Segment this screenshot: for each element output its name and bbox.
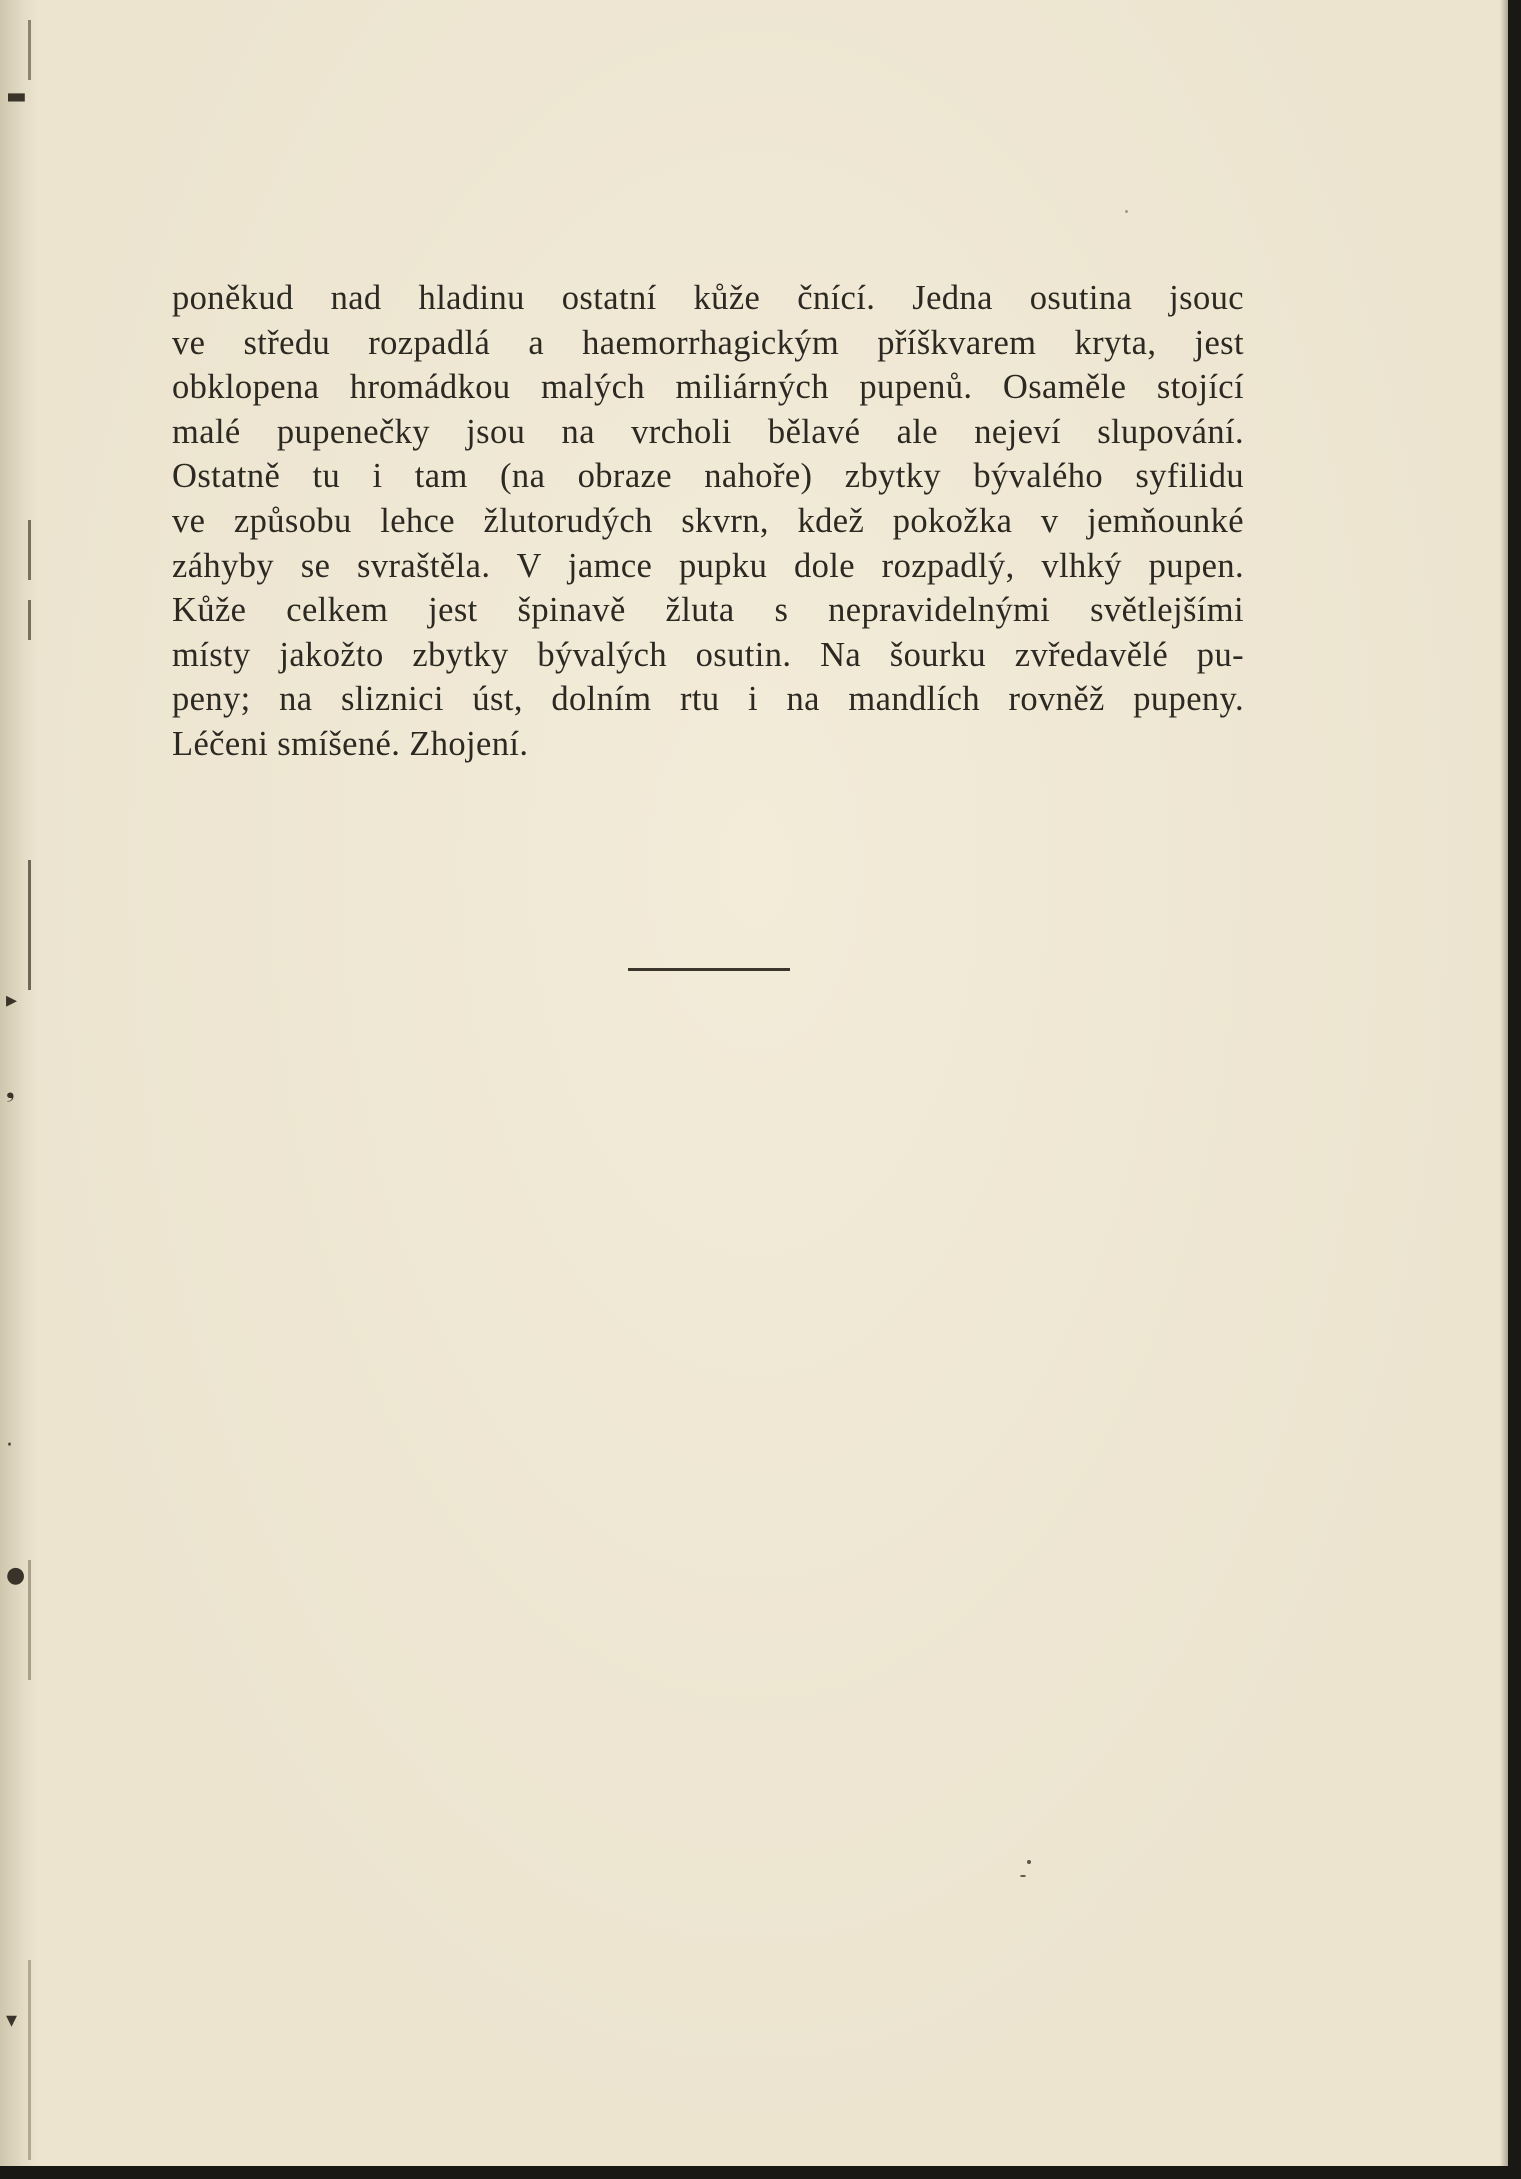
text-line: malé pupenečky jsou na vrcholi bělavé ale nejeví slupování.: [172, 412, 1244, 451]
page-binding-edge: [0, 0, 38, 2166]
text-line: Léčeni smíšené. Zhojení.: [172, 724, 529, 763]
paper-speck: [1027, 1860, 1031, 1864]
text-line: místy jakožto zbytky bývalých osutin. Na šourku zvředavělé pu-: [172, 635, 1244, 674]
binding-thread: [28, 1960, 31, 2160]
text-line: obklopena hromádkou malých miliárných pupenů. Osaměle stojící: [172, 368, 1244, 407]
text-line: poněkud nad hladinu ostatní kůže čnící. Jedna osutina jsouc: [172, 279, 1244, 317]
text-line: záhyby se svraštěla. V jamce pupku dole rozpadlý, vlhký pupen.: [172, 546, 1244, 585]
text-line: ve středu rozpadlá a haemorrhagickým příškvarem kryta, jest: [172, 323, 1244, 362]
text-line: Kůže celkem jest špinavě žluta s nepravidelnými světlejšími: [172, 591, 1244, 630]
binding-stitch-mark: ▬: [6, 84, 27, 109]
text-line: ve způsobu lehce žlutorudých skvrn, kdež pokožka v jemňounké: [172, 501, 1244, 540]
binding-stitch-mark: ●: [6, 1563, 26, 1588]
text-line: peny; na sliznici úst, dolním rtu i na mandlích rovněž pupeny.: [172, 680, 1244, 719]
body-paragraph: [172, 276, 1244, 767]
binding-stitch-mark: ▸: [6, 988, 18, 1013]
binding-thread: [28, 1560, 31, 1680]
text-line: Ostatně tu i tam (na obraze nahoře) zbytky bývalého syfilidu: [172, 457, 1244, 496]
page-right-edge-shadow: [1500, 0, 1508, 2166]
binding-stitch-mark: ▾: [6, 2008, 18, 2033]
binding-thread: [28, 520, 31, 580]
binding-thread: [28, 860, 31, 990]
binding-thread: [28, 600, 31, 640]
paper-speck: [1020, 1875, 1026, 1877]
binding-thread: [28, 20, 31, 80]
binding-stitch-mark: ·: [6, 1433, 13, 1458]
binding-stitch-mark: ❟: [6, 1078, 15, 1103]
paper-speck: [1125, 210, 1128, 213]
section-divider-rule: [628, 968, 790, 971]
